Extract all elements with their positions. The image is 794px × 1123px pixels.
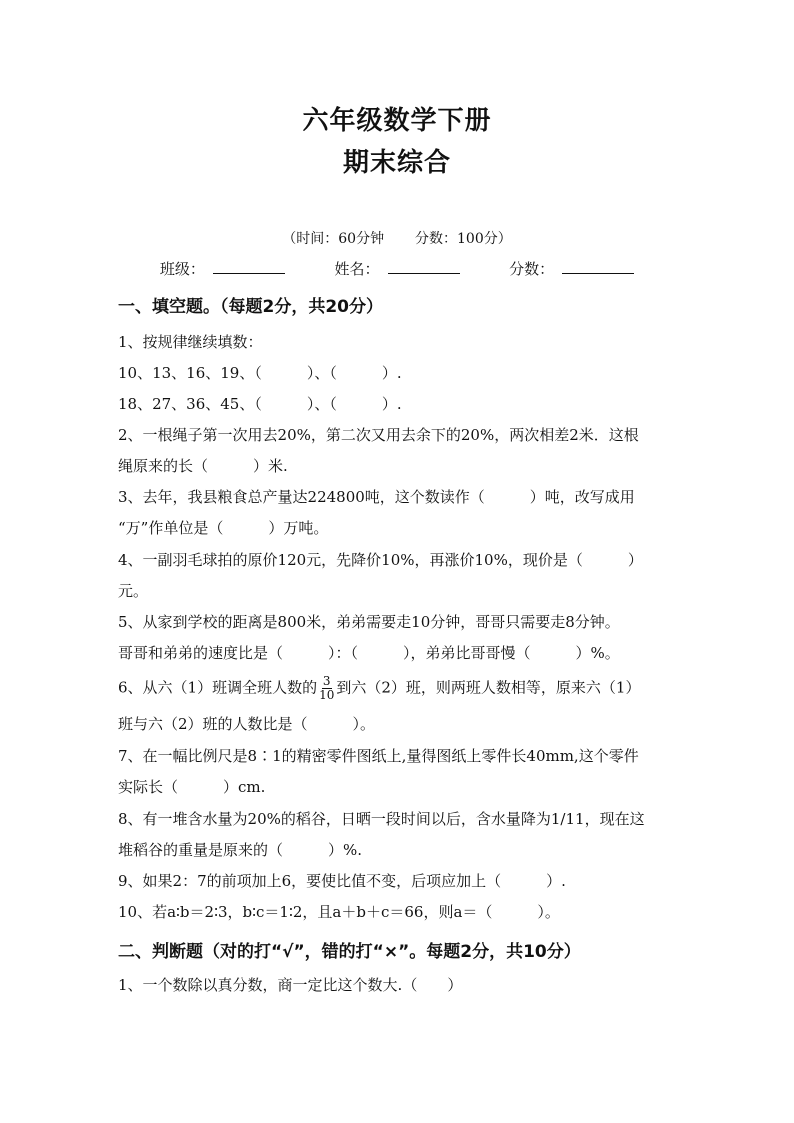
q8a-line: 8、有一堆含水量为20%的稻谷，日晒一段时间以后，含水量降为1/11，现在这 — [118, 810, 645, 828]
q5b-line: 哥哥和弟弟的速度比是（ ）：（ ），弟弟比哥哥慢（ ）%。 — [118, 644, 620, 662]
score-blank[interactable] — [562, 259, 634, 274]
title-line-2: 期末综合 — [342, 148, 451, 178]
q1a-line: 10、13、16、19、（ ）、（ ）. — [118, 364, 402, 382]
meta-score: 分数：100分） — [415, 231, 512, 247]
q6b-line: 班与六（2）班的人数比是（ ）。 — [118, 715, 376, 733]
q1b-line: 18、27、36、45、（ ）、（ ）. — [118, 395, 402, 413]
section-1-heading: 一、填空题。（每题2分，共20分） — [118, 297, 383, 317]
class-label: 班级： — [159, 260, 205, 278]
q8b-line: 堆稻谷的重量是原来的（ ）%. — [118, 841, 363, 859]
q4b-line: 元。 — [118, 582, 149, 600]
fraction-denominator: 10 — [319, 688, 335, 702]
q3a-line: 3、去年，我县粮食总产量达224800吨，这个数读作（ ）吨，改写成用 — [118, 488, 635, 506]
q10-line: 10、若a∶b＝2∶3，b∶c＝1∶2，且a＋b＋c＝66，则a＝（ ）。 — [118, 903, 560, 921]
q3b-line: “万”作单位是（ ）万吨。 — [118, 519, 329, 537]
q5a-line: 5、从家到学校的距离是800米，弟弟需要走10分钟，哥哥只需要走8分钟。 — [118, 613, 620, 631]
q1-line: 1、按规律继续填数： — [118, 333, 263, 351]
class-blank[interactable] — [213, 259, 285, 274]
q2a-line: 2、一根绳子第一次用去20%，第二次又用去余下的20%，两次相差2米．这根 — [118, 426, 639, 444]
section-2-heading: 二、判断题（对的打“√”，错的打“×”。每题2分，共10分） — [118, 942, 581, 962]
name-blank[interactable] — [388, 259, 460, 274]
name-label: 姓名： — [334, 260, 380, 278]
q7a-line: 7、在一幅比例尺是8∶1的精密零件图纸上,量得图纸上零件长40mm,这个零件 — [118, 747, 639, 765]
meta-time: （时间：60分钟 — [282, 231, 385, 247]
q2b-line: 绳原来的长（ ）米. — [118, 457, 288, 475]
fraction-numerator: 3 — [322, 674, 331, 688]
q6a-post: 到六（2）班，则两班人数相等，原来六（1） — [336, 678, 641, 697]
j1-line: 1、一个数除以真分数，商一定比这个数大.（ ） — [118, 976, 463, 994]
q4a-line: 4、一副羽毛球拍的原价120元，先降价10%，再涨价10%，现价是（ ） — [118, 551, 643, 569]
student-info — [0, 258, 794, 279]
fraction — [319, 675, 334, 702]
q9-line: 9、如果2：7的前项加上6，要使比值不变，后项应加上（ ）. — [118, 872, 566, 890]
q6a-pre: 6、从六（1）班调全班人数的 — [118, 678, 318, 697]
q7b-line: 实际长（ ）cm. — [118, 778, 266, 796]
title-line-1: 六年级数学下册 — [302, 106, 492, 136]
meta-line — [0, 228, 794, 248]
q6a-line — [118, 675, 640, 702]
score-label: 分数： — [509, 260, 555, 278]
